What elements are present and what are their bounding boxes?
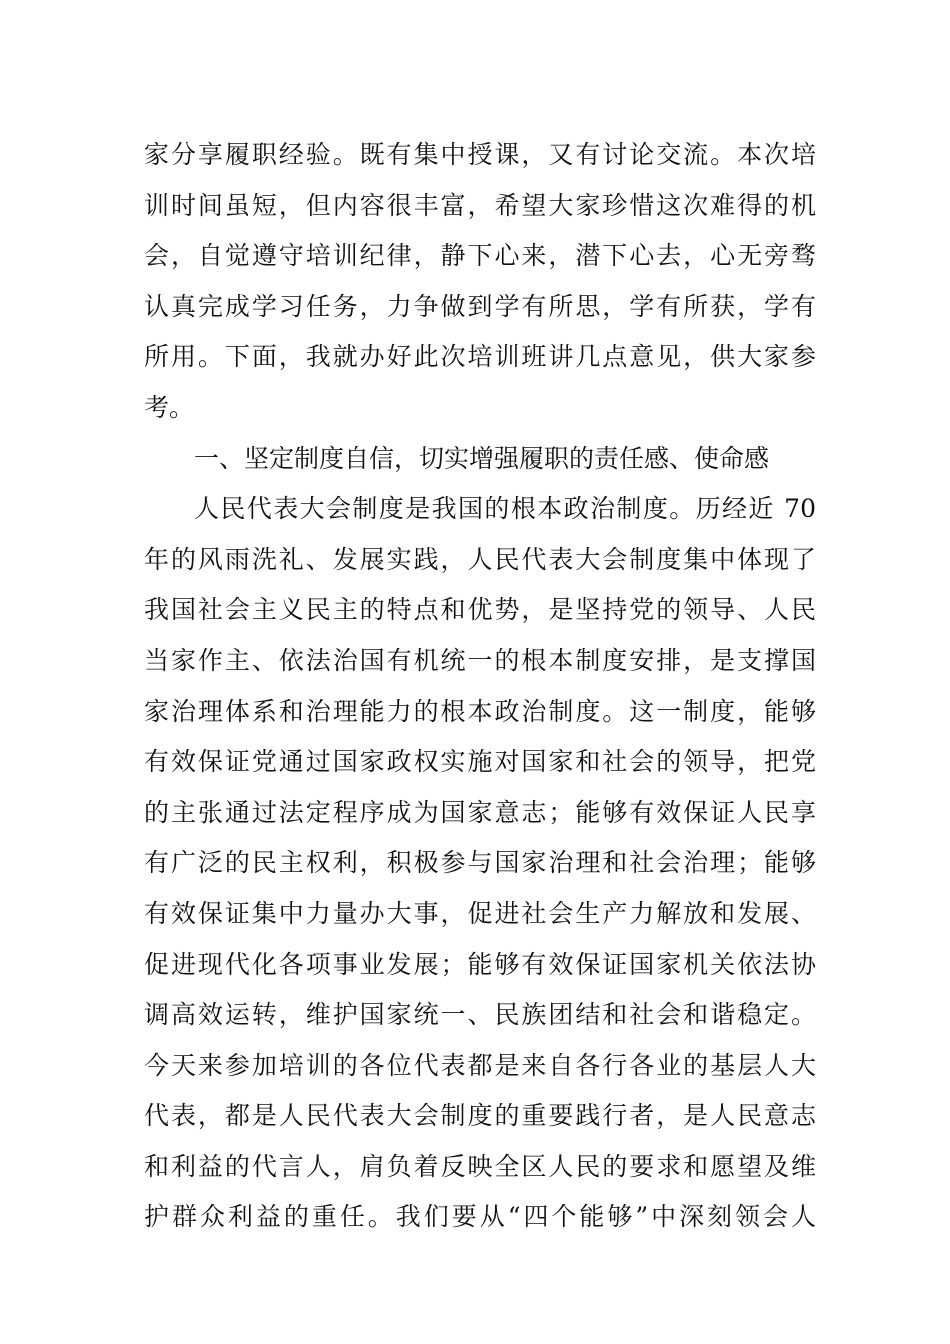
text-line: 今天来参加培训的各位代表都是来自各行各业的基层人大 [144,1050,816,1080]
document-body [144,130,816,1243]
text-line: 代表，都是人民代表大会制度的重要践行者，是人民意志 [144,1101,816,1131]
text-line: 和利益的代言人，肩负着反映全区人民的要求和愿望及维 [144,1151,816,1181]
text-line: 有效保证党通过国家政权实施对国家和社会的领导，把党 [144,747,816,777]
text-line: 的主张通过法定程序成为国家意志；能够有效保证人民享 [144,797,816,827]
text-line: 人民代表大会制度是我国的根本政治制度。历经近 70 [194,494,816,524]
text-line: 有广泛的民主权利，积极参与国家治理和社会治理；能够 [144,848,816,878]
text-line: 考。 [144,392,195,422]
text-line: 调高效运转，维护国家统一、民族团结和社会和谐稳定。 [144,1000,816,1030]
text-line: 年的风雨洗礼、发展实践，人民代表大会制度集中体现了 [144,544,816,574]
text-line: 所用。下面，我就办好此次培训班讲几点意见，供大家参 [144,342,816,372]
text-line: 训时间虽短，但内容很丰富，希望大家珍惜这次难得的机 [144,190,816,220]
paragraph-system [144,484,816,1243]
text-line: 会，自觉遵守培训纪律，静下心来，潜下心去，心无旁骛 [144,241,816,271]
text-line: 家治理体系和治理能力的根本政治制度。这一制度，能够 [144,696,816,726]
text-line: 护群众利益的重任。我们要从“四个能够”中深刻领会人 [144,1202,816,1232]
text-line: 认真完成学习任务，力争做到学有所思，学有所获，学有 [144,291,816,321]
text-line: 有效保证集中力量办大事，促进社会生产力解放和发展、 [144,898,816,928]
text-line: 当家作主、依法治国有机统一的根本制度安排，是支撑国 [144,645,816,675]
text-line: 家分享履职经验。既有集中授课，又有讨论交流。本次培 [144,140,816,169]
text-line: 我国社会主义民主的特点和优势，是坚持党的领导、人民 [144,595,816,625]
section-heading: 一、坚定制度自信，切实增强履职的责任感、使命感 [194,443,770,473]
paragraph-intro [144,130,816,434]
text-line: 促进现代化各项事业发展；能够有效保证国家机关依法协 [144,949,816,979]
